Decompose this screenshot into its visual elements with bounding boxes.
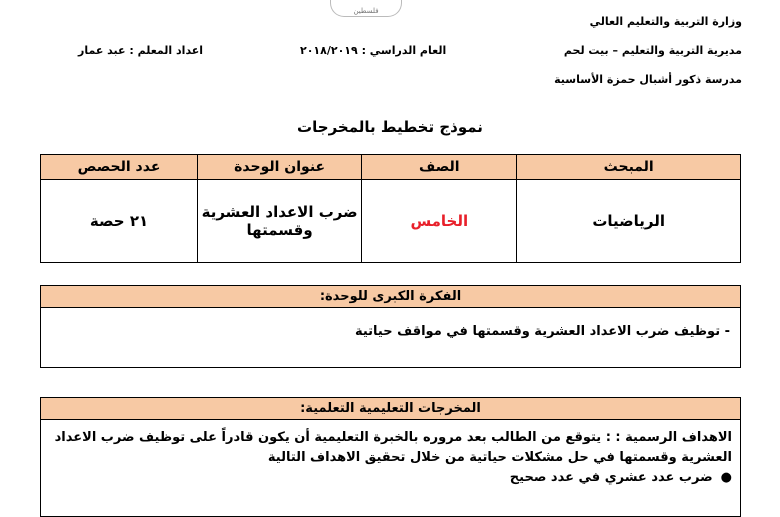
table-header-row — [41, 155, 741, 180]
academic-year: العام الدراسي : ٢٠١٨/٢٠١٩ — [300, 44, 447, 57]
unit-title-line2: وقسمتها — [246, 221, 313, 239]
outcomes-body — [41, 420, 740, 496]
big-idea-heading: الفكرة الكبرى للوحدة: — [41, 286, 740, 308]
header-unit-title: عنوان الوحدة — [198, 155, 362, 180]
cell-grade: الخامس — [362, 180, 517, 263]
header-grade: الصف — [362, 155, 517, 180]
teacher-name: اعداد المعلم : عبد عمار — [78, 44, 204, 57]
table-row — [41, 180, 741, 263]
directorate-name: مديرية التربية والتعليم – بيت لحم — [563, 44, 742, 57]
unit-info-table — [40, 154, 741, 263]
header-periods: عدد الحصص — [41, 155, 198, 180]
bullet-icon: ● — [720, 470, 732, 485]
outcomes-heading: المخرجات التعليمية التعلمية: — [41, 398, 740, 420]
outcome-bullet-text: ضرب عدد عشري في عدد صحيح — [509, 470, 713, 485]
unit-title-line1: ضرب الاعداد العشرية — [201, 203, 358, 221]
big-idea-text: - توظيف ضرب الاعداد العشرية وقسمتها في مواقف حياتية — [354, 324, 730, 339]
list-item — [49, 468, 732, 488]
outcomes-line1: الاهداف الرسمية : : يتوقع من الطالب بعد مروره بالخبرة التعليمية أن يكون قادراً على توظيف ضرب الاعداد — [54, 430, 732, 445]
cell-periods: ٢١ حصة — [41, 180, 198, 263]
outcomes-section — [40, 397, 741, 517]
ministry-logo — [330, 0, 402, 17]
page-title: نموذج تخطيط بالمخرجات — [297, 118, 483, 136]
big-idea-section — [40, 285, 741, 368]
ministry-name: وزارة التربية والتعليم العالي — [589, 15, 742, 28]
header-subject: المبحث — [517, 155, 741, 180]
logo-text: فلسطين — [353, 7, 379, 15]
cell-unit-title — [198, 180, 362, 263]
cell-subject: الرياضيات — [517, 180, 741, 263]
school-name: مدرسة ذكور أشبال حمزة الأساسية — [554, 73, 742, 86]
outcomes-line2: العشرية وقسمتها في حل مشكلات حياتية من خلال تحقيق الاهداف التالية — [267, 450, 732, 465]
